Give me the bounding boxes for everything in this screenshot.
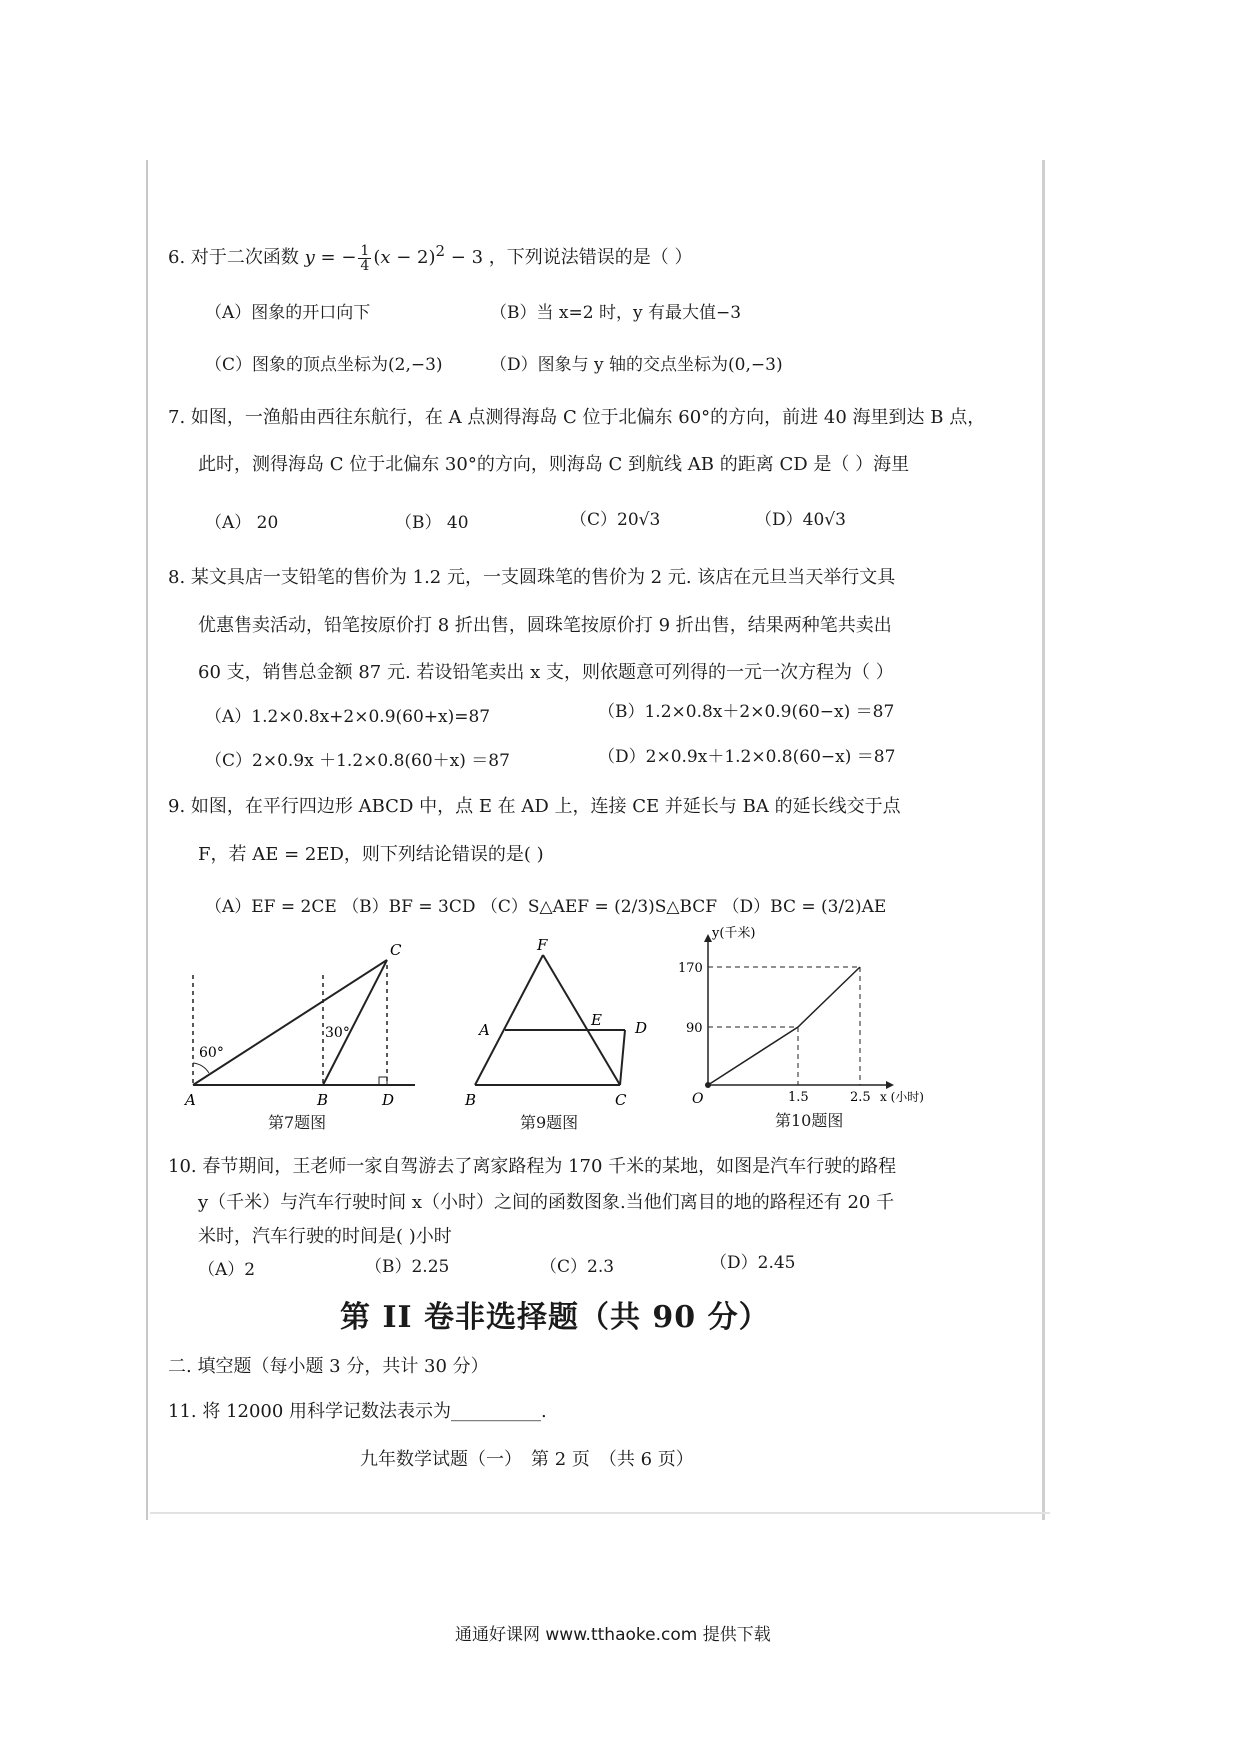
figure-9 <box>465 935 665 1115</box>
fig9-label-b: B <box>465 1091 477 1109</box>
fig10-x-arrow <box>886 1081 894 1089</box>
figure-10 <box>668 925 924 1115</box>
q7-line2: 此时，测得海岛 C 位于北偏东 30°的方向，则海岛 C 到航线 AB 的距离 CD 是（ ）海里 <box>198 454 910 475</box>
fig10-caption: 第10题图 <box>775 1111 844 1130</box>
fig9-dc-line <box>620 1030 625 1085</box>
fig9-label-f: F <box>537 936 548 954</box>
fig10-ytick-90: 90 <box>686 1021 703 1036</box>
fig7-angle60: 60° <box>199 1045 224 1061</box>
q6-option-b: （B）当 x=2 时，y 有最大值−3 <box>490 303 742 323</box>
fig7-bc-line <box>323 960 387 1085</box>
q9-option-d: （D）BC = (3/2)AE <box>722 897 887 917</box>
fig7-ac-line <box>193 960 387 1085</box>
fig9-label-d: D <box>635 1019 648 1037</box>
q9-option-a: （A）EF = 2CE <box>205 897 337 917</box>
fig7-right-angle <box>379 1077 387 1085</box>
fig7-label-c: C <box>390 941 402 959</box>
q8-option-c: （C）2×0.9x ＋1.2×0.8(60＋x) ＝87 <box>205 751 510 771</box>
fig10-ytick-170: 170 <box>678 961 703 976</box>
fig10-xtick-2.5: 2.5 <box>850 1090 871 1105</box>
fig10-origin-dot <box>705 1082 711 1088</box>
q8-line2: 优惠售卖活动，铅笔按原价打 8 折出售，圆珠笔按原价打 9 折出售，结果两种笔共卖出 <box>198 615 892 636</box>
q9-line2: F，若 AE = 2ED，则下列结论错误的是( ) <box>198 844 544 865</box>
q9-option-b: （B）BF = 3CD <box>342 897 476 917</box>
q8-line1: 8. 某文具店一支铅笔的售价为 1.2 元，一支圆珠笔的售价为 2 元. 该店在元旦当天举行文具 <box>168 567 896 588</box>
q6-option-c: （C）图象的顶点坐标为(2,−3) <box>205 355 443 375</box>
q10-line3: 米时，汽车行驶的时间是( )小时 <box>198 1226 452 1247</box>
q7-option-c: （C）20√3 <box>570 510 661 530</box>
q6-option-d: （D）图象与 y 轴的交点坐标为(0,−3) <box>490 355 783 375</box>
fig7-label-b: B <box>317 1091 329 1109</box>
fig10-y-arrow <box>704 934 712 942</box>
q10-option-b: （B）2.25 <box>365 1257 450 1277</box>
fig7-label-a: A <box>185 1091 196 1109</box>
q9-option-c: （C）S△AEF = (2/3)S△BCF <box>480 897 718 917</box>
q7-line1: 7. 如图，一渔船由西往东航行，在 A 点测得海岛 C 位于北偏东 60°的方向，前进 40 海里到达 B 点， <box>168 407 986 428</box>
fig7-angle-arc <box>193 1063 209 1073</box>
figure-7 <box>185 935 425 1115</box>
fig7-caption: 第7题图 <box>268 1113 327 1132</box>
q7-option-d: （D）40√3 <box>755 510 846 530</box>
q8-option-b: （B）1.2×0.8x＋2×0.9(60−x) ＝87 <box>598 702 895 722</box>
q8-option-d: （D）2×0.9x＋1.2×0.8(60−x) ＝87 <box>598 747 896 767</box>
q10-line2: y（千米）与汽车行驶时间 x（小时）之间的函数图象.当他们离目的地的路程还有 20 千 <box>198 1192 895 1213</box>
fig9-label-e: E <box>591 1011 602 1029</box>
scan-edge-left <box>146 160 148 1520</box>
scan-edge-bottom <box>150 1512 1050 1514</box>
q6-option-a: （A）图象的开口向下 <box>205 303 371 323</box>
q7-option-b: （B） 40 <box>395 513 469 533</box>
scan-edge-right <box>1042 160 1045 1520</box>
q7-option-a: （A） 20 <box>205 513 279 533</box>
fig7-label-d: D <box>382 1091 395 1109</box>
page-footer: 九年数学试题（一） 第 2 页 （共 6 页） <box>360 1449 694 1470</box>
fig10-xlabel: x (小时) <box>880 1090 924 1104</box>
q10-option-a: （A）2 <box>198 1260 256 1280</box>
fig9-fb-line <box>475 955 543 1085</box>
q9-line1: 9. 如图，在平行四边形 ABCD 中，点 E 在 AD 上，连接 CE 并延长与 BA 的延长线交于点 <box>168 796 901 817</box>
q6-stem-suffix: ，下列说法错误的是（ ） <box>488 247 693 268</box>
q10-line1: 10. 春节期间，王老师一家自驾游去了离家路程为 170 千米的某地，如图是汽车行驶的路程 <box>168 1156 897 1177</box>
fig10-ylabel: y(千米) <box>712 926 756 941</box>
fig9-label-c: C <box>615 1091 627 1109</box>
section-title: 第 II 卷非选择题（共 90 分） <box>340 1300 770 1335</box>
q8-option-a: （A）1.2×0.8x+2×0.9(60+x)=87 <box>205 707 491 727</box>
fig10-xtick-1.5: 1.5 <box>788 1090 809 1105</box>
section-subtitle: 二. 填空题（每小题 3 分，共计 30 分） <box>168 1356 489 1377</box>
q11: 11. 将 12000 用科学记数法表示为__________. <box>168 1401 547 1422</box>
fig9-label-a: A <box>479 1021 490 1039</box>
fig7-angle30: 30° <box>325 1025 350 1041</box>
q6-stem-prefix: 6. 对于二次函数 <box>168 247 299 268</box>
q10-option-c: （C）2.3 <box>540 1257 615 1277</box>
download-credit: 通通好课网 www.tthaoke.com 提供下载 <box>455 1625 771 1645</box>
q6-formula: y = − $\frac{1}{4}$ $(x - 2)^2 - 3$ <box>304 242 484 274</box>
q8-line3: 60 支，销售总金额 87 元. 若设铅笔卖出 x 支，则依题意可列得的一元一次方程为（ ） <box>198 662 894 683</box>
fig9-fc-line <box>543 955 620 1085</box>
fig10-line-graph <box>708 967 860 1085</box>
q10-option-d: （D）2.45 <box>710 1253 796 1273</box>
fig10-origin-label: O <box>692 1091 704 1107</box>
q6-stem <box>168 242 693 273</box>
fig9-caption: 第9题图 <box>520 1113 579 1132</box>
q9-options <box>205 892 886 917</box>
